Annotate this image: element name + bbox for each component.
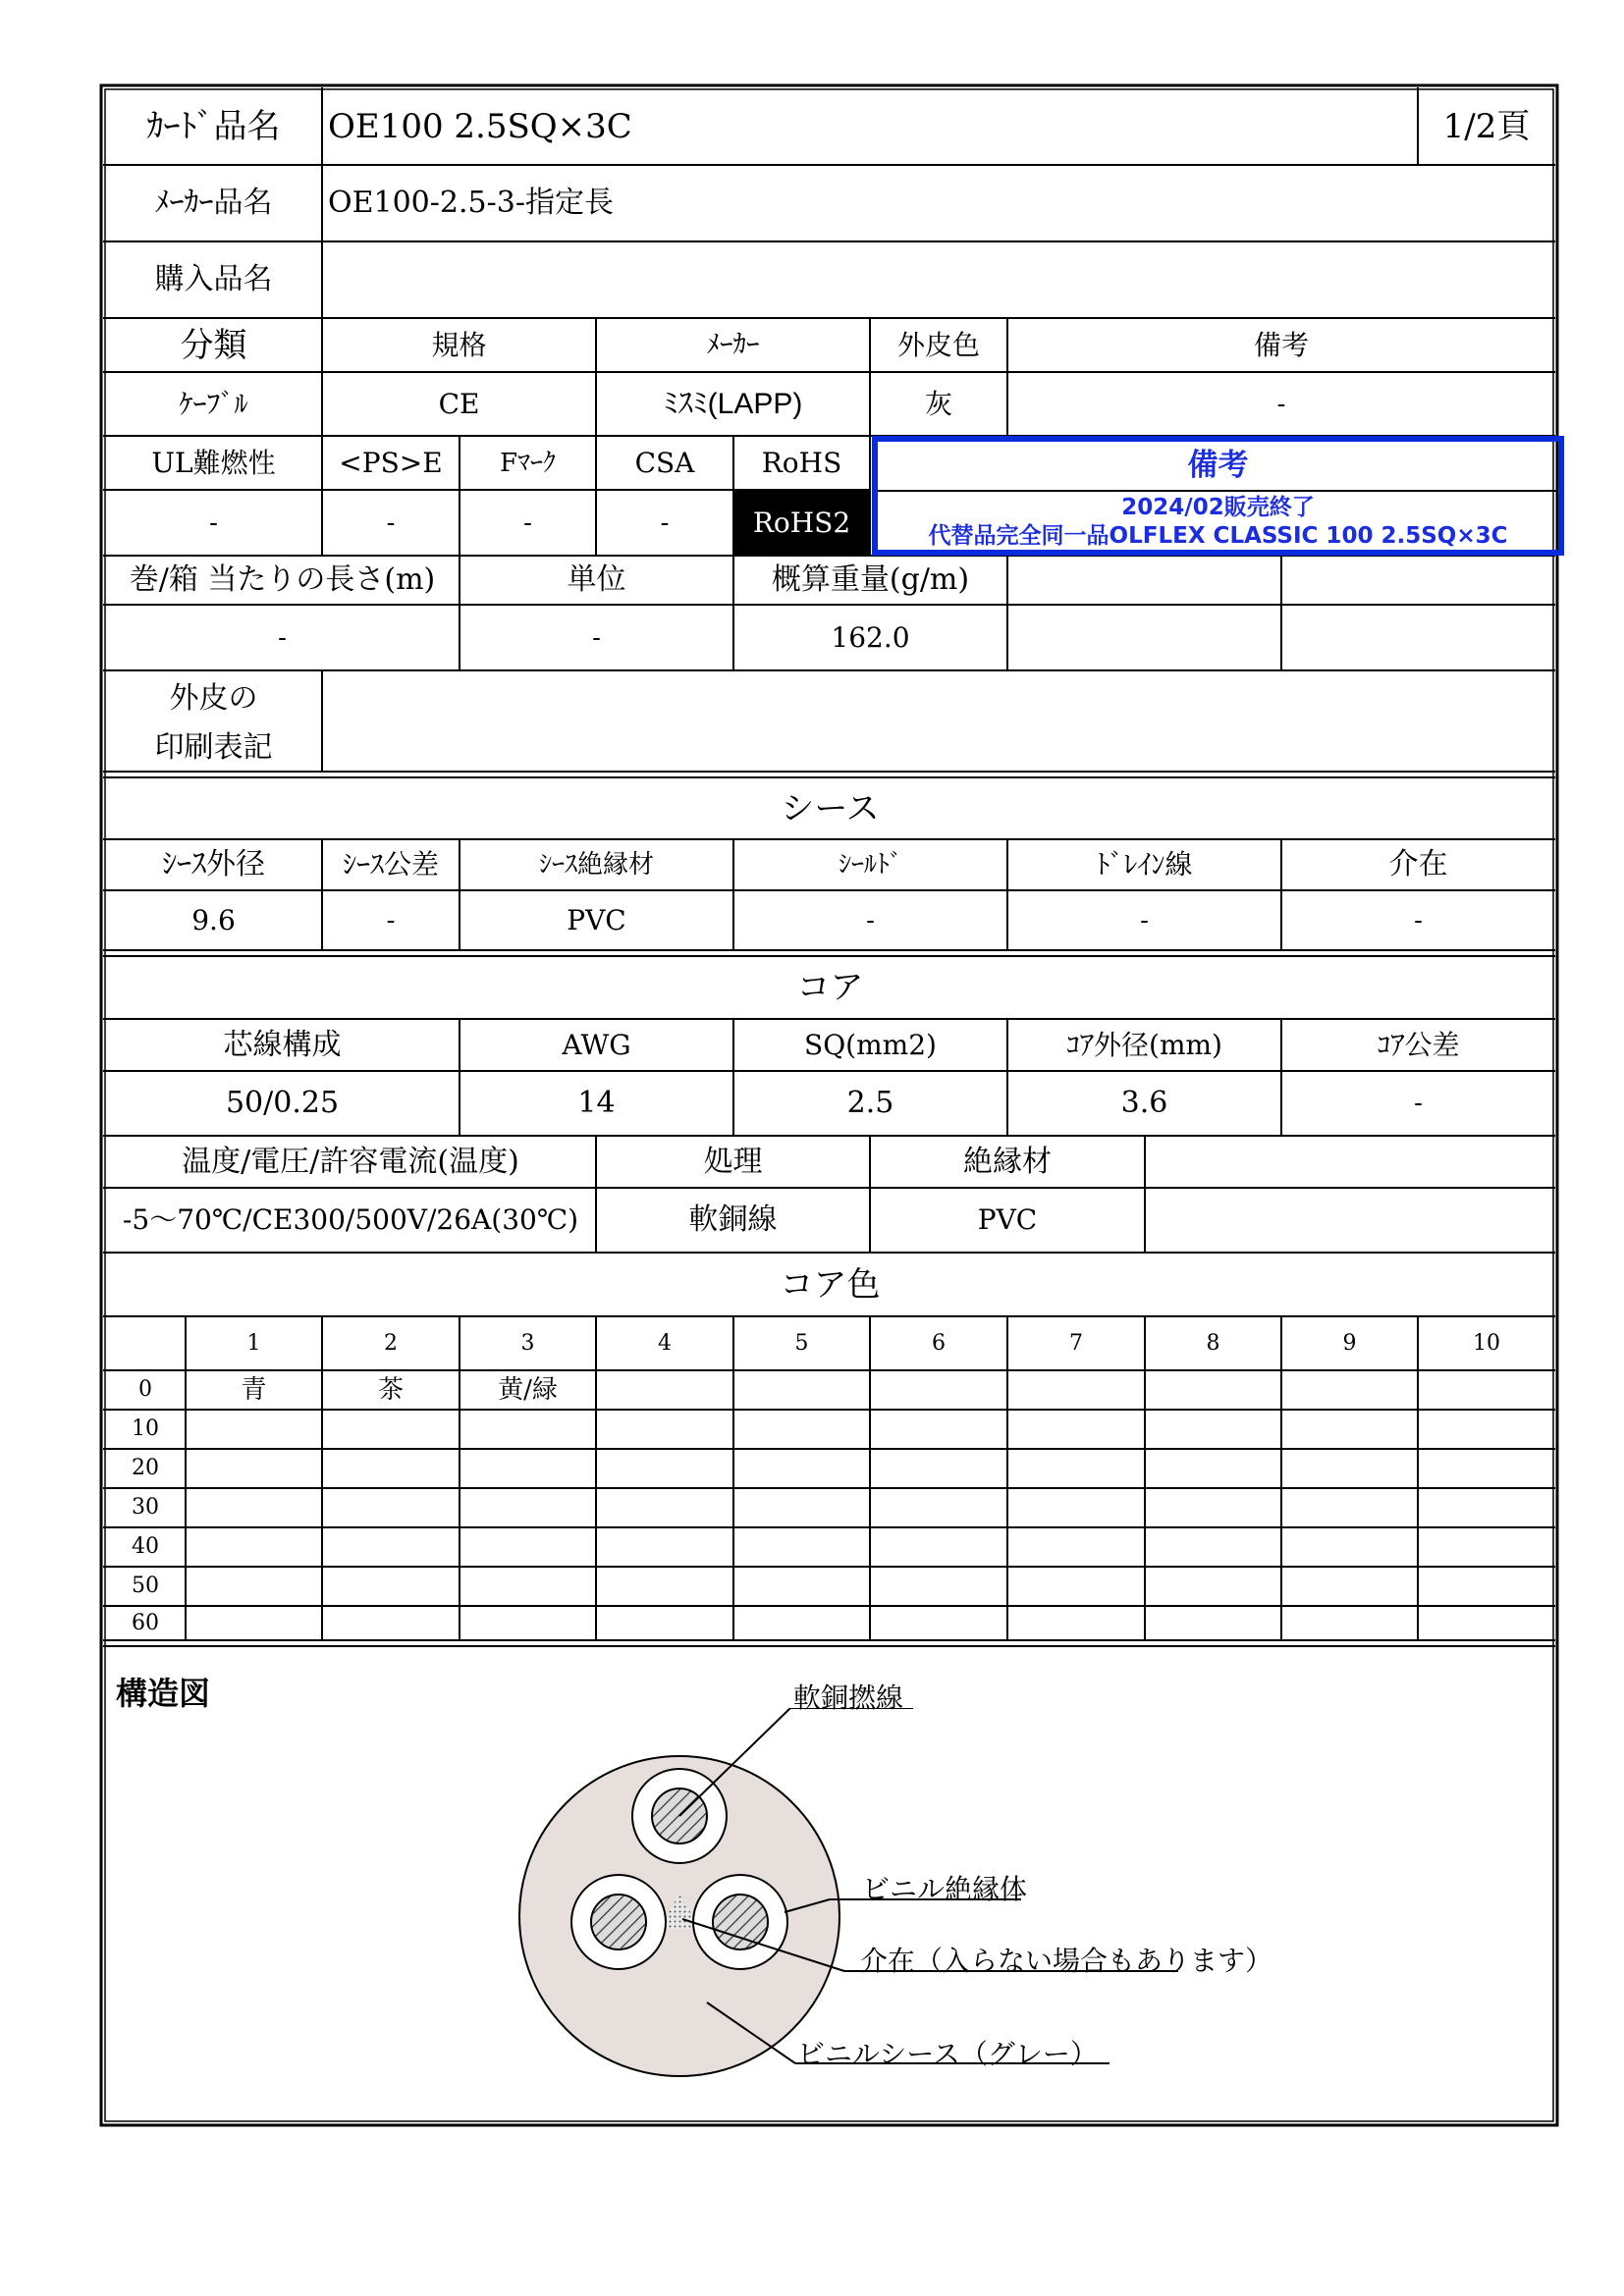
- maker-header: ﾒｰｶｰ: [706, 330, 760, 360]
- color-col-9: 9: [1342, 1330, 1357, 1356]
- label-sheath: ビニルシース（グレー）: [797, 2038, 1098, 2070]
- card-name-value: OE100 2.5SQ×3C: [328, 106, 632, 146]
- page-number: 1/2頁: [1442, 106, 1531, 146]
- discontinued-note: 2024/02販売終了: [1121, 494, 1315, 520]
- print-label-line1: 外皮の: [169, 681, 258, 716]
- standard-value: CE: [438, 387, 480, 420]
- treatment-header: 処理: [703, 1144, 763, 1179]
- sheath-tolerance-header: ｼｰｽ公差: [342, 848, 439, 881]
- pse-value: -: [386, 507, 396, 538]
- color-col-8: 8: [1206, 1330, 1220, 1356]
- length-per-reel-value: -: [278, 622, 287, 653]
- drain-wire-value: -: [1140, 905, 1149, 935]
- color-col-7: 7: [1069, 1330, 1083, 1356]
- color-row-50: 50: [132, 1574, 159, 1598]
- sq-header: SQ(mm2): [804, 1028, 937, 1061]
- rating-header: 温度/電圧/許容電流(温度): [182, 1144, 519, 1179]
- f-mark-value: -: [523, 507, 532, 538]
- label-conductor: 軟銅撚線: [793, 1682, 904, 1714]
- sheath-section-title: シース: [781, 788, 880, 828]
- shield-value: -: [866, 905, 875, 935]
- classification-value: ｹｰﾌﾞﾙ: [179, 387, 248, 420]
- remarks-header: 備考: [1253, 328, 1309, 361]
- sheath-insulation-header: ｼｰｽ絶縁材: [538, 850, 654, 880]
- ul-flame-value: -: [209, 507, 218, 538]
- highlighted-remarks-title: 備考: [1187, 447, 1249, 483]
- csa-value: -: [660, 507, 670, 538]
- core-od-header: ｺｱ外径(mm): [1066, 1028, 1222, 1061]
- sheath-od-header: ｼｰｽ外径: [162, 847, 265, 881]
- pse-header: <PS>E: [339, 446, 443, 479]
- awg-header: AWG: [562, 1028, 631, 1061]
- color-col-2: 2: [384, 1330, 398, 1356]
- classification-header: 分類: [180, 325, 247, 365]
- core-color-title: コア色: [780, 1264, 881, 1305]
- label-insulation: ビニル絶縁体: [862, 1873, 1028, 1905]
- sheath-od-value: 9.6: [191, 903, 236, 936]
- core-color-2: 茶: [377, 1375, 404, 1405]
- sheath-tolerance-value: -: [386, 905, 396, 935]
- filler-value: -: [1414, 905, 1423, 935]
- card-name-label: ｶｰﾄﾞ品名: [146, 106, 281, 146]
- sheath-color-header: 外皮色: [896, 328, 980, 361]
- core-od-value: 3.6: [1120, 1086, 1168, 1120]
- core-color-1: 青: [241, 1375, 267, 1405]
- core-tolerance-value: -: [1414, 1089, 1423, 1118]
- purchase-name-label: 購入品名: [154, 262, 273, 296]
- color-col-1: 1: [246, 1330, 261, 1356]
- csa-header: CSA: [634, 446, 695, 479]
- sheath-color-value: 灰: [924, 387, 952, 420]
- label-filler: 介在（入らない場合もあります）: [860, 1945, 1273, 1977]
- maker-name-label: ﾒｰｶｰ品名: [154, 186, 273, 220]
- drain-wire-header: ﾄﾞﾚｲﾝ線: [1096, 848, 1193, 881]
- core-right-conductor: [713, 1895, 768, 1949]
- shield-header: ｼｰﾙﾄﾞ: [838, 850, 902, 880]
- purchase-name-value: [322, 241, 1402, 318]
- sheath-insulation-value: PVC: [567, 903, 626, 936]
- strand-config-header: 芯線構成: [223, 1027, 342, 1062]
- approx-weight-header: 概算重量(g/m): [771, 562, 970, 597]
- insulation-value: PVC: [977, 1203, 1038, 1236]
- awg-value: 14: [577, 1086, 616, 1120]
- color-col-3: 3: [520, 1330, 535, 1356]
- color-row-0: 0: [138, 1377, 152, 1402]
- ul-flame-header: UL難燃性: [151, 446, 276, 479]
- rohs-header: RoHS: [761, 446, 842, 479]
- treatment-value: 軟銅線: [688, 1202, 778, 1237]
- unit-value: -: [592, 622, 601, 653]
- color-row-40: 40: [132, 1534, 159, 1559]
- unit-header: 単位: [567, 562, 626, 597]
- color-col-5: 5: [794, 1330, 809, 1356]
- highlighted-remarks-divider: [878, 490, 1558, 492]
- core-left-conductor: [591, 1895, 646, 1949]
- replacement-note: 代替品完全同一品OLFLEX CLASSIC 100 2.5SQ×3C: [928, 522, 1508, 549]
- maker-value: ﾐｽﾐ(LAPP): [663, 387, 803, 420]
- sq-value: 2.5: [846, 1086, 894, 1120]
- color-col-4: 4: [658, 1330, 672, 1356]
- maker-name-value: OE100-2.5-3-指定長: [328, 186, 614, 220]
- structure-title: 構造図: [116, 1675, 211, 1712]
- length-per-reel-header: 巻/箱 当たりの長さ(m): [129, 562, 436, 597]
- core-color-3: 黄/緑: [498, 1375, 558, 1405]
- color-col-10: 10: [1473, 1330, 1500, 1356]
- rohs-value-badge: RoHS2: [734, 491, 869, 555]
- color-row-10: 10: [132, 1416, 159, 1441]
- print-label-line2: 印刷表記: [154, 730, 273, 765]
- color-col-6: 6: [932, 1330, 946, 1356]
- core-section-title: コア: [796, 968, 864, 1007]
- print-value: [322, 670, 1555, 772]
- strand-config-value: 50/0.25: [225, 1086, 340, 1120]
- color-row-60: 60: [132, 1610, 159, 1635]
- standard-header: 規格: [431, 328, 487, 361]
- approx-weight-value: 162.0: [831, 620, 910, 654]
- filler-header: 介在: [1388, 847, 1448, 881]
- f-mark-header: Fﾏｰｸ: [499, 448, 557, 478]
- remarks-value: -: [1276, 389, 1286, 419]
- color-row-30: 30: [132, 1495, 159, 1520]
- rating-value: -5～70℃/CE300/500V/26A(30℃): [122, 1203, 579, 1236]
- insulation-header: 絶縁材: [963, 1144, 1052, 1179]
- core-tolerance-header: ｺｱ公差: [1377, 1028, 1460, 1061]
- color-row-20: 20: [132, 1456, 159, 1480]
